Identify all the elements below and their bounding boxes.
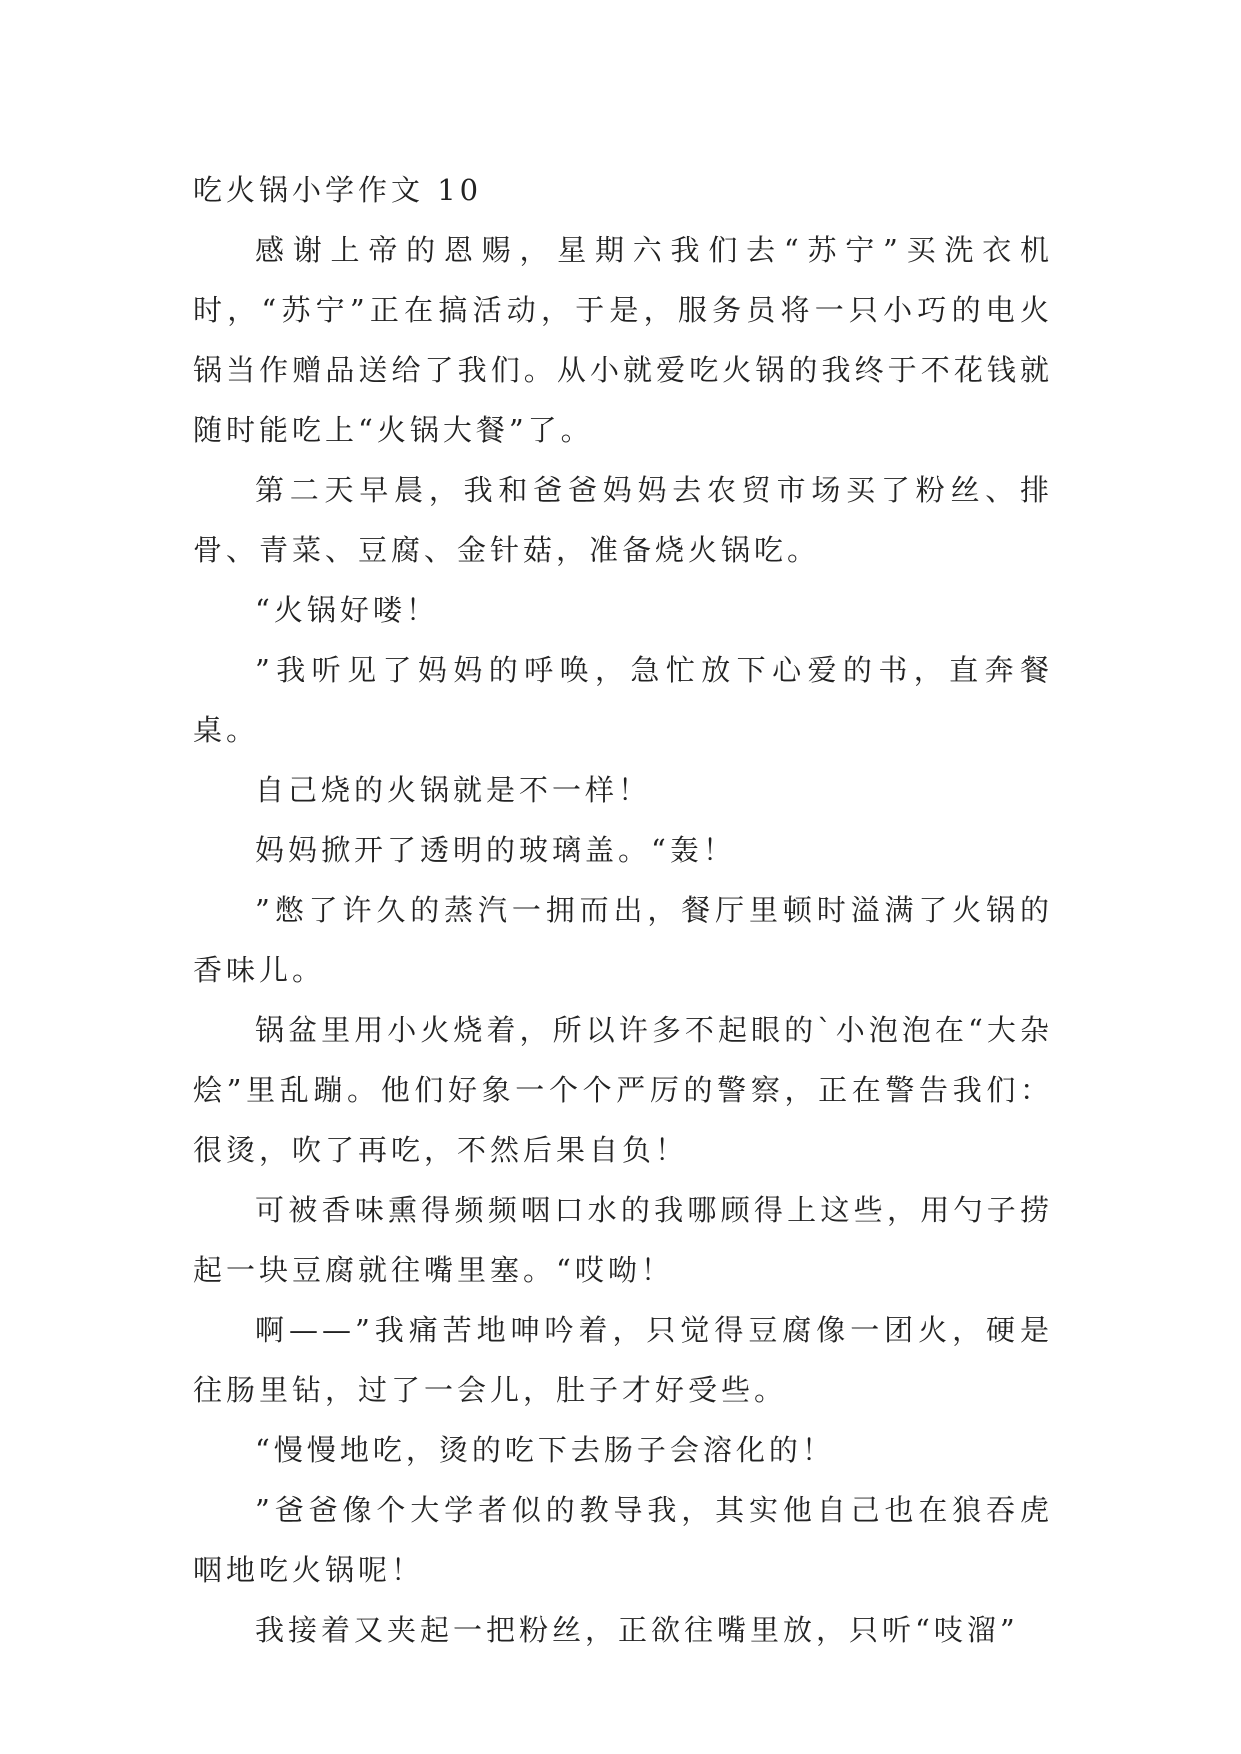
- paragraph-2: 第二天早晨，我和爸爸妈妈去农贸市场买了粉丝、排骨、青菜、豆腐、金针菇，准备烧火锅吃。: [193, 473, 1053, 567]
- paragraph-8: 锅盆里用小火烧着，所以许多不起眼的`小泡泡在“大杂烩”里乱蹦。他们好象一个个严厉的警察，正在警告我们：很烫，吹了再吃，不然后果自负！: [193, 1013, 1053, 1167]
- document-body: [193, 160, 1053, 1660]
- paragraph-12: ”爸爸像个大学者似的教导我，其实他自己也在狼吞虎咽地吃火锅呢！: [193, 1493, 1053, 1587]
- essay-title: 吃火锅小学作文 10: [193, 173, 483, 207]
- paragraph-7: ”憋了许久的蒸汽一拥而出，餐厅里顿时溢满了火锅的香味儿。: [193, 893, 1053, 987]
- paragraph-13: 我接着又夹起一把粉丝，正欲往嘴里放，只听“吱溜”: [255, 1613, 1019, 1647]
- paragraph-10: 啊——”我痛苦地呻吟着，只觉得豆腐像一团火，硬是往肠里钻，过了一会儿，肚子才好受些。: [193, 1313, 1053, 1407]
- paragraph-9: 可被香味熏得频频咽口水的我哪顾得上这些，用勺子捞起一块豆腐就往嘴里塞。“哎呦！: [193, 1193, 1053, 1287]
- paragraph-3: “火锅好喽！: [255, 593, 439, 627]
- paragraph-5: 自己烧的火锅就是不一样！: [255, 773, 652, 807]
- paragraph-11: “慢慢地吃，烫的吃下去肠子会溶化的！: [255, 1433, 835, 1467]
- paragraph-4: ”我听见了妈妈的呼唤，急忙放下心爱的书，直奔餐桌。: [193, 653, 1053, 747]
- paragraph-1: 感谢上帝的恩赐，星期六我们去“苏宁”买洗衣机时，“苏宁”正在搞活动，于是，服务员将一只小巧的电火锅当作赠品送给了我们。从小就爱吃火锅的我终于不花钱就随时能吃上“火锅大餐”了。: [193, 233, 1053, 447]
- paragraph-6: 妈妈掀开了透明的玻璃盖。“轰！: [255, 833, 736, 867]
